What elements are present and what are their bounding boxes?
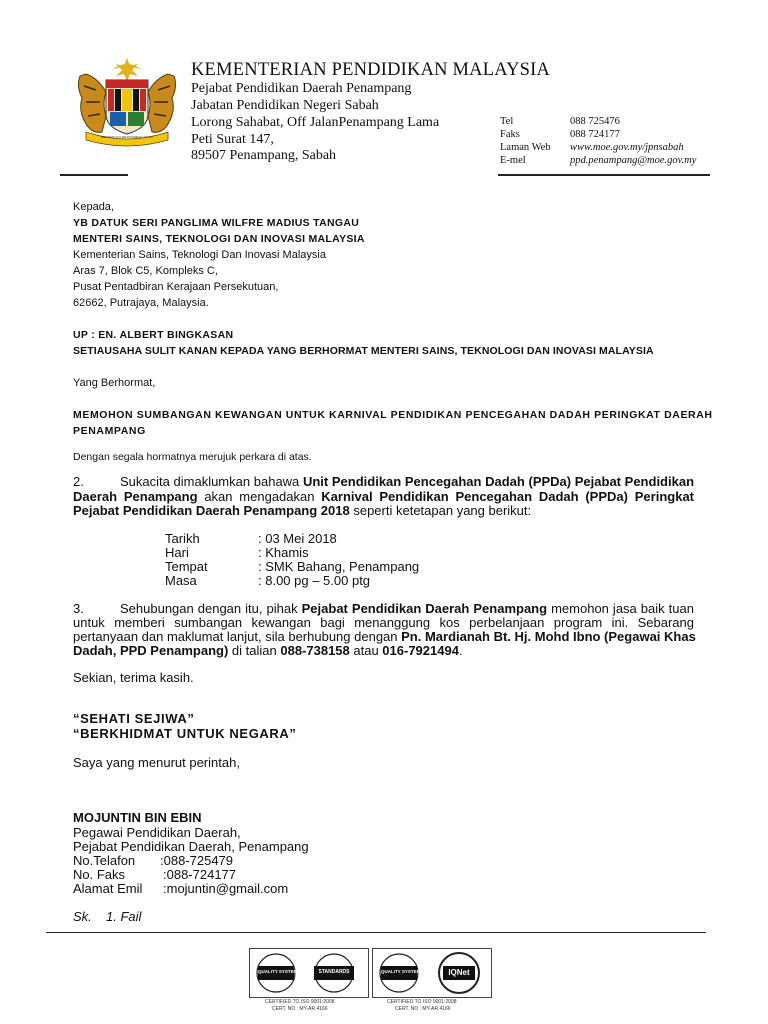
email-label: E-mel (500, 155, 526, 166)
cc-value: 1. Fail (106, 909, 142, 924)
office-address-line: Lorong Sahabat, Off JalanPenampang Lama (191, 115, 440, 130)
detail-label: Tarikh (165, 531, 200, 546)
salutation: Yang Berhormat, (73, 377, 156, 389)
recipient-address-line: 62662, Putrajaya, Malaysia. (73, 297, 209, 309)
saya-line: Saya yang menurut perintah, (73, 755, 240, 770)
recipient-name: YB DATUK SERI PANGLIMA WILFRE MADIUS TANGAU (73, 217, 360, 229)
office-address-line: Peti Surat 147, (191, 132, 274, 147)
cert-number: CERT. NO : MY-AR 4166 (395, 1006, 451, 1012)
signatory-contact-label: No.Telafon (73, 853, 136, 868)
detail-label: Masa (165, 573, 197, 588)
detail-value: : Khamis (258, 545, 309, 560)
quality-system-badge: QUALITY SYSTEM (381, 969, 421, 974)
website-label: Laman Web (500, 142, 551, 153)
para3-bold: Pejabat Pendidikan Daerah Penampang (301, 601, 548, 616)
signatory-email[interactable]: :mojuntin@gmail.com (163, 881, 289, 896)
para3-text: memohon jasa baik tuan (547, 601, 694, 616)
para3-line (73, 643, 463, 658)
para3-text: pertanyaan dan maklumat lanjut, sila berhubung dengan (73, 629, 402, 644)
quality-system-badge: QUALITY SYSTEM (258, 969, 298, 974)
opening-line: Dengan segala hormatnya merujuk perkara di atas. (73, 451, 312, 463)
ministry-name: KEMENTERIAN PENDIDIKAN MALAYSIA (191, 60, 551, 80)
para3-text: atau (349, 643, 383, 658)
tel-label: Tel (500, 116, 514, 127)
recipient-address-line: Pusat Pentadbiran Kerajaan Persekutuan, (73, 281, 279, 293)
iqnet-badge: IQNet (448, 968, 470, 977)
para3-text: Sehubungan dengan itu, pihak (120, 601, 302, 616)
para2-bold: Karnival Pendidikan Pencegahan Dadah (PPDa) Peringkat (321, 489, 695, 504)
detail-value: : 8.00 pg – 5.00 ptg (258, 573, 371, 588)
detail-label: Tempat (165, 559, 208, 574)
detail-label: Hari (165, 545, 189, 560)
cert-number: CERT. NO : MY-AR 4166 (272, 1006, 328, 1012)
para2-text: akan mengadakan (197, 489, 322, 504)
signatory-fax: :088-724177 (163, 867, 237, 882)
signatory-title: Pegawai Pendidikan Daerah, (73, 825, 241, 840)
cert-text: CERTIFIED TO ISO 9001:2008 (265, 999, 335, 1005)
cert-text: CERTIFIED TO ISO 9001:2008 (387, 999, 457, 1005)
motto-line: “BERKHIDMAT UNTUK NEGARA” (73, 726, 297, 741)
certification-box (372, 948, 492, 998)
certification-box (249, 948, 369, 998)
office-address-line: 89507 Penampang, Sabah (191, 148, 337, 163)
subject-line: PENAMPANG (73, 425, 146, 437)
recipient-position: MENTERI SAINS, TEKNOLOGI DAN INOVASI MALAYSIA (73, 233, 365, 245)
signatory-office: Pejabat Pendidikan Daerah, Penampang (73, 839, 309, 854)
para3-line: untuk memberi sumbangan kewangan bagi menanggung kos perbelanjaan program ini. Sebarang (73, 615, 694, 630)
para2-bold: Daerah Penampang (73, 489, 198, 504)
attention-role: SETIAUSAHA SULIT KANAN KEPADA YANG BERHORMAT MENTERI SAINS, TEKNOLOGI DAN INOVASI MALAYSIA (73, 345, 654, 357)
para2-number: 2. (73, 474, 84, 489)
office-address-line: Pejabat Pendidikan Daerah Penampang (191, 81, 412, 96)
recipient-address-line: Kementerian Sains, Teknologi Dan Inovasi Malaysia (73, 249, 326, 261)
footer-divider (46, 932, 706, 933)
signatory-name: MOJUNTIN BIN EBIN (73, 810, 202, 825)
para3-text: . (458, 643, 463, 658)
office-address-line: Jabatan Pendidikan Negeri Sabah (191, 98, 379, 113)
standards-badge: STANDARDS (318, 969, 350, 975)
para2-bold: Unit Pendidikan Pencegahan Dadah (PPDa) Pejabat Pendidikan (302, 474, 695, 489)
para3-line (120, 601, 694, 616)
crest-motto: BERSEKUTU BERTAMBAH MUTU (101, 135, 153, 139)
para3-bold: Dadah, PPD Penampang) (73, 643, 229, 658)
fax-label: Faks (500, 129, 520, 140)
motto-line: “SEHATI SEJIWA” (73, 711, 195, 726)
para3-bold: Pn. Mardianah Bt. Hj. Mohd Ibno (Pegawai Khas (401, 629, 696, 644)
para2-line (120, 474, 694, 489)
para2-text: Sukacita dimaklumkan bahawa (120, 474, 303, 489)
closing-line: Sekian, terima kasih. (73, 670, 194, 685)
para2-line (73, 503, 531, 518)
para2-bold: Pejabat Pendidikan Daerah Penampang 2018 (73, 503, 350, 518)
detail-value: : 03 Mei 2018 (258, 531, 337, 546)
header-divider-right (498, 174, 710, 176)
ministry-crest (72, 56, 182, 148)
recipient-address-line: Aras 7, Blok C5, Kompleks C, (73, 265, 218, 277)
para3-number: 3. (73, 601, 84, 616)
signatory-contact-label: No. Faks (73, 867, 126, 882)
para3-line (73, 629, 694, 644)
subject-line: MEMOHON SUMBANGAN KEWANGAN UNTUK KARNIVAL PENDIDIKAN PENCEGAHAN DADAH PERINGKAT DAERAH (73, 409, 713, 421)
para2-text: seperti ketetapan yang berikut: (349, 503, 532, 518)
email-link[interactable]: ppd.penampang@moe.gov.my (570, 155, 697, 166)
tel-value: 088 725476 (570, 116, 620, 127)
kepada-label: Kepada, (73, 201, 114, 213)
attention-line: UP : EN. ALBERT BINGKASAN (73, 329, 234, 341)
para3-phone: 088-738158 (280, 643, 350, 658)
header-divider-left (60, 174, 128, 176)
signatory-contact-label: Alamat Emil (73, 881, 143, 896)
cc-label: Sk. (73, 909, 92, 924)
website-link[interactable]: www.moe.gov.my/jpnsabah (570, 142, 684, 153)
para3-text: di talian (228, 643, 281, 658)
detail-value: : SMK Bahang, Penampang (258, 559, 420, 574)
fax-value: 088 724177 (570, 129, 620, 140)
para2-line (73, 489, 694, 504)
signatory-phone: :088-725479 (160, 853, 234, 868)
para3-phone: 016-7921494 (382, 643, 459, 658)
